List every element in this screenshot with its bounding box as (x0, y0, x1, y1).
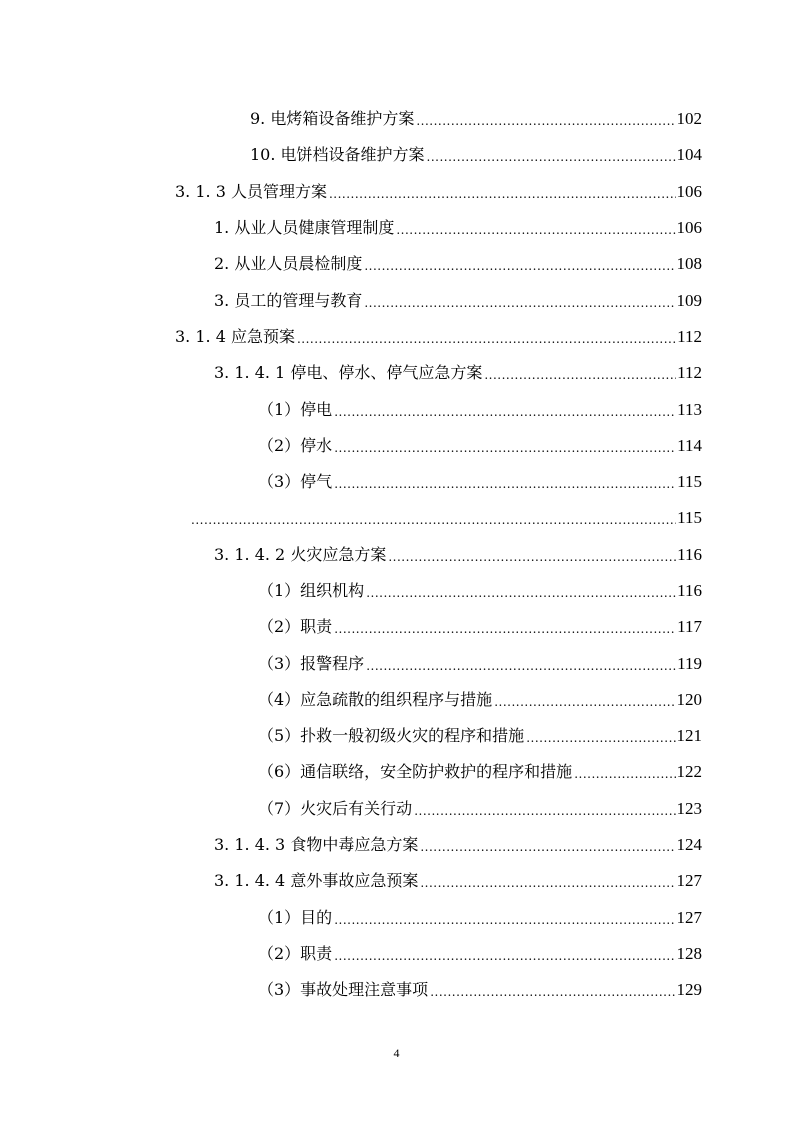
dot-leader (396, 220, 675, 240)
toc-entry[interactable] (0, 428, 793, 464)
toc-entry-page: 121 (676, 726, 702, 746)
toc-entry-title: 3. 1. 4. 3 食物中毒应急方案 (214, 835, 419, 855)
toc-entry-page: 116 (677, 581, 702, 600)
dot-leader (388, 547, 676, 567)
toc-entry-title: 3. 1. 4 应急预案 (175, 326, 295, 346)
toc-entry-title: （3）事故处理注意事项 (258, 980, 429, 1000)
toc-entry[interactable] (0, 900, 793, 936)
dot-leader (334, 438, 676, 458)
toc-entry-page: 112 (677, 326, 702, 346)
toc-entry[interactable] (0, 464, 793, 500)
toc-entry-page: 128 (676, 943, 702, 963)
dot-leader (334, 910, 675, 930)
dot-leader (334, 474, 676, 494)
toc-entry-page: 104 (676, 145, 702, 165)
toc-entry[interactable] (0, 863, 793, 899)
toc-entry[interactable] (0, 174, 793, 210)
toc-entry[interactable] (0, 936, 793, 972)
dot-leader (334, 619, 676, 639)
toc-entry[interactable] (0, 718, 793, 754)
toc-entry-title: （1）目的 (258, 907, 333, 927)
toc-entry-page: 114 (677, 435, 702, 455)
toc-entry[interactable] (0, 282, 793, 318)
toc-entry[interactable] (0, 754, 793, 790)
toc-entry-page: 106 (676, 181, 702, 201)
toc-entry[interactable] (0, 246, 793, 282)
dot-leader (329, 184, 676, 204)
toc-entry[interactable] (0, 355, 793, 391)
toc-entry-page: 117 (677, 617, 702, 637)
toc-entry-title: 3. 1. 4. 4 意外事故应急预案 (214, 871, 419, 891)
toc-entry-title: 3. 1. 4. 1 停电、停水、停气应急方案 (214, 363, 483, 383)
toc-entry-title: 9. 电烤箱设备维护方案 (250, 109, 415, 129)
toc-entry[interactable] (0, 537, 793, 573)
toc-entry[interactable] (0, 391, 793, 427)
toc-entry[interactable] (0, 573, 793, 609)
toc-entry[interactable] (0, 609, 793, 645)
toc-entry[interactable] (0, 645, 793, 681)
toc-entry-page: 127 (676, 907, 702, 927)
toc-entry-page: 120 (676, 689, 702, 709)
toc-entry-title: 3. 员工的管理与教育 (214, 290, 363, 310)
dot-leader (366, 656, 676, 676)
toc-entry-title: 3. 1. 4. 2 火灾应急方案 (214, 544, 387, 564)
toc-entry-title: 10. 电饼档设备维护方案 (250, 145, 425, 165)
toc-entry[interactable] (0, 500, 793, 536)
toc-entry-page: 119 (677, 653, 702, 673)
toc-entry[interactable] (0, 319, 793, 355)
dot-leader (364, 256, 675, 276)
dot-leader (484, 365, 676, 385)
toc-entry-page: 108 (676, 254, 702, 274)
toc-entry[interactable] (0, 682, 793, 718)
toc-entry-title: 1. 从业人员健康管理制度 (214, 218, 395, 238)
toc-entry[interactable] (0, 791, 793, 827)
toc-entry[interactable] (0, 137, 793, 173)
table-of-contents (0, 101, 793, 1008)
toc-entry-page: 102 (676, 109, 702, 129)
toc-entry-title: （2）停水 (258, 435, 333, 455)
dot-leader (416, 111, 675, 131)
dot-leader (334, 402, 676, 422)
toc-entry-page: 106 (676, 218, 702, 238)
dot-leader (297, 329, 676, 349)
dot-leader (420, 873, 675, 893)
toc-entry-title: （1）停电 (258, 399, 333, 419)
toc-entry-page: 112 (677, 363, 702, 383)
toc-entry-page: 123 (676, 798, 702, 818)
toc-entry[interactable] (0, 827, 793, 863)
toc-entry-page: 115 (677, 508, 702, 528)
page-number: 4 (393, 1046, 400, 1060)
toc-entry-title: （1）组织机构 (258, 581, 365, 600)
toc-entry-title: 3. 1. 3 人员管理方案 (175, 181, 327, 201)
toc-entry-page: 115 (677, 472, 702, 492)
dot-leader (366, 583, 676, 603)
toc-entry[interactable] (0, 210, 793, 246)
dot-leader (191, 510, 676, 530)
toc-entry-title: （3）报警程序 (258, 653, 365, 673)
toc-entry-title: （2）职责 (258, 617, 333, 637)
toc-entry-title: 2. 从业人员晨检制度 (214, 254, 363, 274)
dot-leader (430, 982, 675, 1002)
toc-entry-page: 129 (676, 980, 702, 1000)
toc-entry-page: 109 (676, 290, 702, 310)
dot-leader (334, 946, 675, 966)
toc-entry-page: 113 (677, 399, 702, 419)
toc-entry-title: （2）职责 (258, 943, 333, 963)
dot-leader (494, 692, 675, 712)
dot-leader (574, 764, 675, 784)
dot-leader (420, 837, 675, 857)
toc-entry-page: 116 (677, 544, 702, 564)
toc-entry-page: 122 (676, 762, 702, 782)
toc-entry-page: 127 (676, 871, 702, 891)
dot-leader (414, 801, 675, 821)
dot-leader (427, 147, 676, 167)
dot-leader (526, 728, 675, 748)
toc-entry-title: （4）应急疏散的组织程序与措施 (258, 689, 493, 709)
toc-entry-title: （7）火灾后有关行动 (258, 798, 413, 818)
toc-entry[interactable] (0, 101, 793, 137)
toc-entry-title: （3）停气 (258, 472, 333, 492)
toc-entry-title: （5）扑救一般初级火灾的程序和措施 (258, 726, 525, 746)
toc-entry-page: 124 (676, 835, 702, 855)
toc-entry-title: （6）通信联络，安全防护救护的程序和措施 (258, 762, 573, 782)
dot-leader (364, 293, 675, 313)
toc-entry[interactable] (0, 972, 793, 1008)
